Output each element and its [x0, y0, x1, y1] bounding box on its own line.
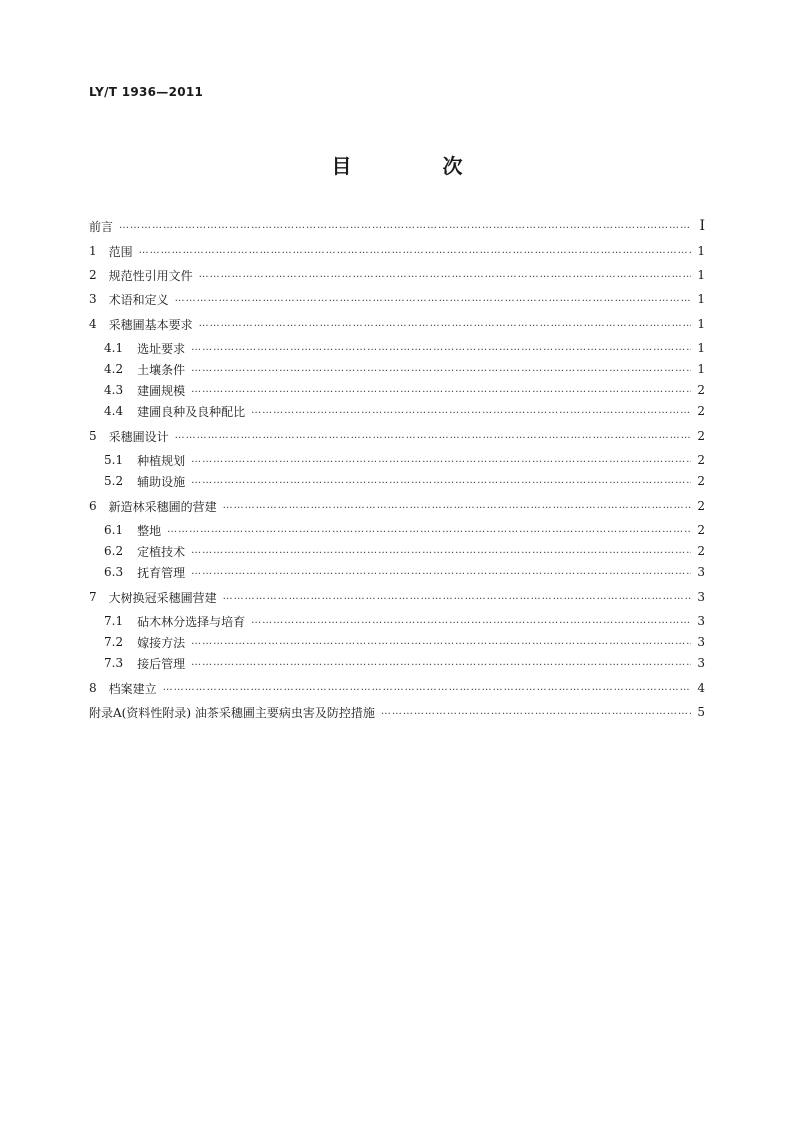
- toc-entry-number: 7: [89, 590, 97, 604]
- toc-entry-number: 4.3: [104, 383, 124, 397]
- toc-entry-page: 2: [697, 453, 705, 467]
- toc-entry-label: 新造林采穗圃的营建: [108, 499, 217, 514]
- toc-entry-label: 采穗圃基本要求: [108, 317, 193, 332]
- toc-entry-number: 7.1: [104, 614, 124, 628]
- dot-leader: [191, 380, 691, 400]
- toc-entry-label: 砧木林分选择与培育: [137, 614, 246, 629]
- toc-entry-label: 建圃规模: [137, 383, 186, 398]
- dot-leader: [191, 541, 691, 561]
- standard-code: LY/T 1936—2011: [89, 85, 204, 99]
- toc-entry-page: 3: [697, 590, 705, 604]
- toc-entry-page: 1: [697, 268, 705, 282]
- toc-entry[interactable]: [104, 541, 705, 561]
- toc-entry-page: 1: [697, 362, 705, 376]
- toc-entry-number: 7.2: [104, 635, 124, 649]
- toc-entry-page: 2: [697, 544, 705, 558]
- toc-entry-label: 规范性引用文件: [108, 268, 193, 283]
- toc-entry-page: 2: [697, 404, 705, 418]
- dot-leader: [191, 338, 691, 358]
- toc-entry-page: 2: [697, 429, 705, 443]
- toc-entry-label: 采穗圃设计: [108, 429, 169, 444]
- toc-entry-number: 1: [89, 244, 97, 258]
- toc-entry-label: 建圃良种及良种配比: [137, 404, 246, 419]
- toc-entry-label: 档案建立: [108, 681, 157, 696]
- toc-entry-number: 4.2: [104, 362, 124, 376]
- dot-leader: [167, 520, 691, 540]
- dot-leader: [199, 314, 691, 334]
- toc-entry-label: 大树换冠采穗圃营建: [108, 590, 217, 605]
- toc-entry[interactable]: [104, 338, 705, 358]
- toc-entry-page: 4: [697, 681, 705, 695]
- toc-entry-label: 抚育管理: [137, 565, 186, 580]
- toc-entry-label: 种植规划: [137, 453, 186, 468]
- toc-entry-label: 范围: [108, 244, 133, 259]
- toc-entry[interactable]: [104, 562, 705, 582]
- toc-entry[interactable]: [89, 265, 705, 285]
- toc-entry[interactable]: [104, 359, 705, 379]
- dot-leader: [223, 496, 691, 516]
- dot-leader: [199, 265, 691, 285]
- toc-entry-label: 术语和定义: [108, 292, 169, 307]
- toc-entry[interactable]: [89, 678, 705, 698]
- toc-entry[interactable]: [104, 520, 705, 540]
- toc-entry-number: 2: [89, 268, 97, 282]
- toc-entry-label: 嫁接方法: [137, 635, 186, 650]
- dot-leader: [191, 359, 691, 379]
- toc-entry-label: 接后管理: [137, 656, 186, 671]
- toc-entry[interactable]: [89, 702, 705, 722]
- toc-entry-number: 4.4: [104, 404, 124, 418]
- toc-entry-page: 2: [697, 499, 705, 513]
- dot-leader: [191, 450, 691, 470]
- toc-entry-page: 3: [697, 565, 705, 579]
- toc-entry-number: 7.3: [104, 656, 124, 670]
- toc-entry-number: 6.2: [104, 544, 124, 558]
- dot-leader: [381, 702, 691, 722]
- toc-entry[interactable]: [89, 314, 705, 334]
- dot-leader: [191, 562, 691, 582]
- dot-leader: [251, 401, 691, 421]
- toc-entry-label: 定植技术: [137, 544, 186, 559]
- toc-entry-label: 选址要求: [137, 341, 186, 356]
- dot-leader: [191, 653, 691, 673]
- dot-leader: [139, 241, 691, 261]
- toc-entry-page: 1: [697, 244, 705, 258]
- toc-entry-page: 2: [697, 523, 705, 537]
- toc-entry[interactable]: [104, 401, 705, 421]
- toc-entry-label: 前言: [89, 219, 114, 234]
- toc-entry[interactable]: [89, 426, 705, 446]
- toc-entry-number: 4: [89, 317, 97, 331]
- dot-leader: [191, 471, 691, 491]
- dot-leader: [163, 678, 691, 698]
- toc-entry[interactable]: [104, 632, 705, 652]
- toc-entry-number: 4.1: [104, 341, 124, 355]
- toc-entry-page: 2: [697, 474, 705, 488]
- toc-entry-number: 5.1: [104, 453, 124, 467]
- toc-entry[interactable]: [104, 471, 705, 491]
- dot-leader: [119, 216, 691, 236]
- toc-entry[interactable]: [89, 241, 705, 261]
- dot-leader: [251, 611, 691, 631]
- toc-entry[interactable]: [89, 289, 705, 309]
- toc-entry-number: 8: [89, 681, 97, 695]
- toc-entry[interactable]: [104, 611, 705, 631]
- toc-entry[interactable]: [89, 496, 705, 516]
- dot-leader: [223, 587, 691, 607]
- toc-entry-page: 3: [697, 635, 705, 649]
- toc-entry-number: 6.1: [104, 523, 124, 537]
- toc-entry-page: Ⅰ: [699, 218, 705, 234]
- toc-entry[interactable]: [104, 653, 705, 673]
- dot-leader: [191, 632, 691, 652]
- toc-entry-page: 1: [697, 341, 705, 355]
- toc-entry-number: 6: [89, 499, 97, 513]
- dot-leader: [175, 289, 691, 309]
- toc-entry-label: 整地: [137, 523, 162, 538]
- toc-entry-page: 1: [697, 292, 705, 306]
- toc-entry-number: 3: [89, 292, 97, 306]
- toc-entry[interactable]: [104, 380, 705, 400]
- page-title: 目 次: [331, 154, 505, 178]
- toc-entry-page: 2: [697, 383, 705, 397]
- toc-entry-number: 5: [89, 429, 97, 443]
- toc-entry[interactable]: [89, 587, 705, 607]
- toc-entry[interactable]: [89, 216, 705, 236]
- toc-entry[interactable]: [104, 450, 705, 470]
- toc-entry-page: 1: [697, 317, 705, 331]
- toc-entry-number: 6.3: [104, 565, 124, 579]
- toc-entry-label: 土壤条件: [137, 362, 186, 377]
- toc-entry-label: 附录A(资料性附录) 油茶采穗圃主要病虫害及防控措施: [89, 705, 375, 720]
- toc-entry-number: 5.2: [104, 474, 124, 488]
- dot-leader: [175, 426, 691, 446]
- toc-entry-label: 辅助设施: [137, 474, 186, 489]
- toc-entry-page: 3: [697, 656, 705, 670]
- toc-entry-page: 3: [697, 614, 705, 628]
- toc-entry-page: 5: [697, 705, 705, 719]
